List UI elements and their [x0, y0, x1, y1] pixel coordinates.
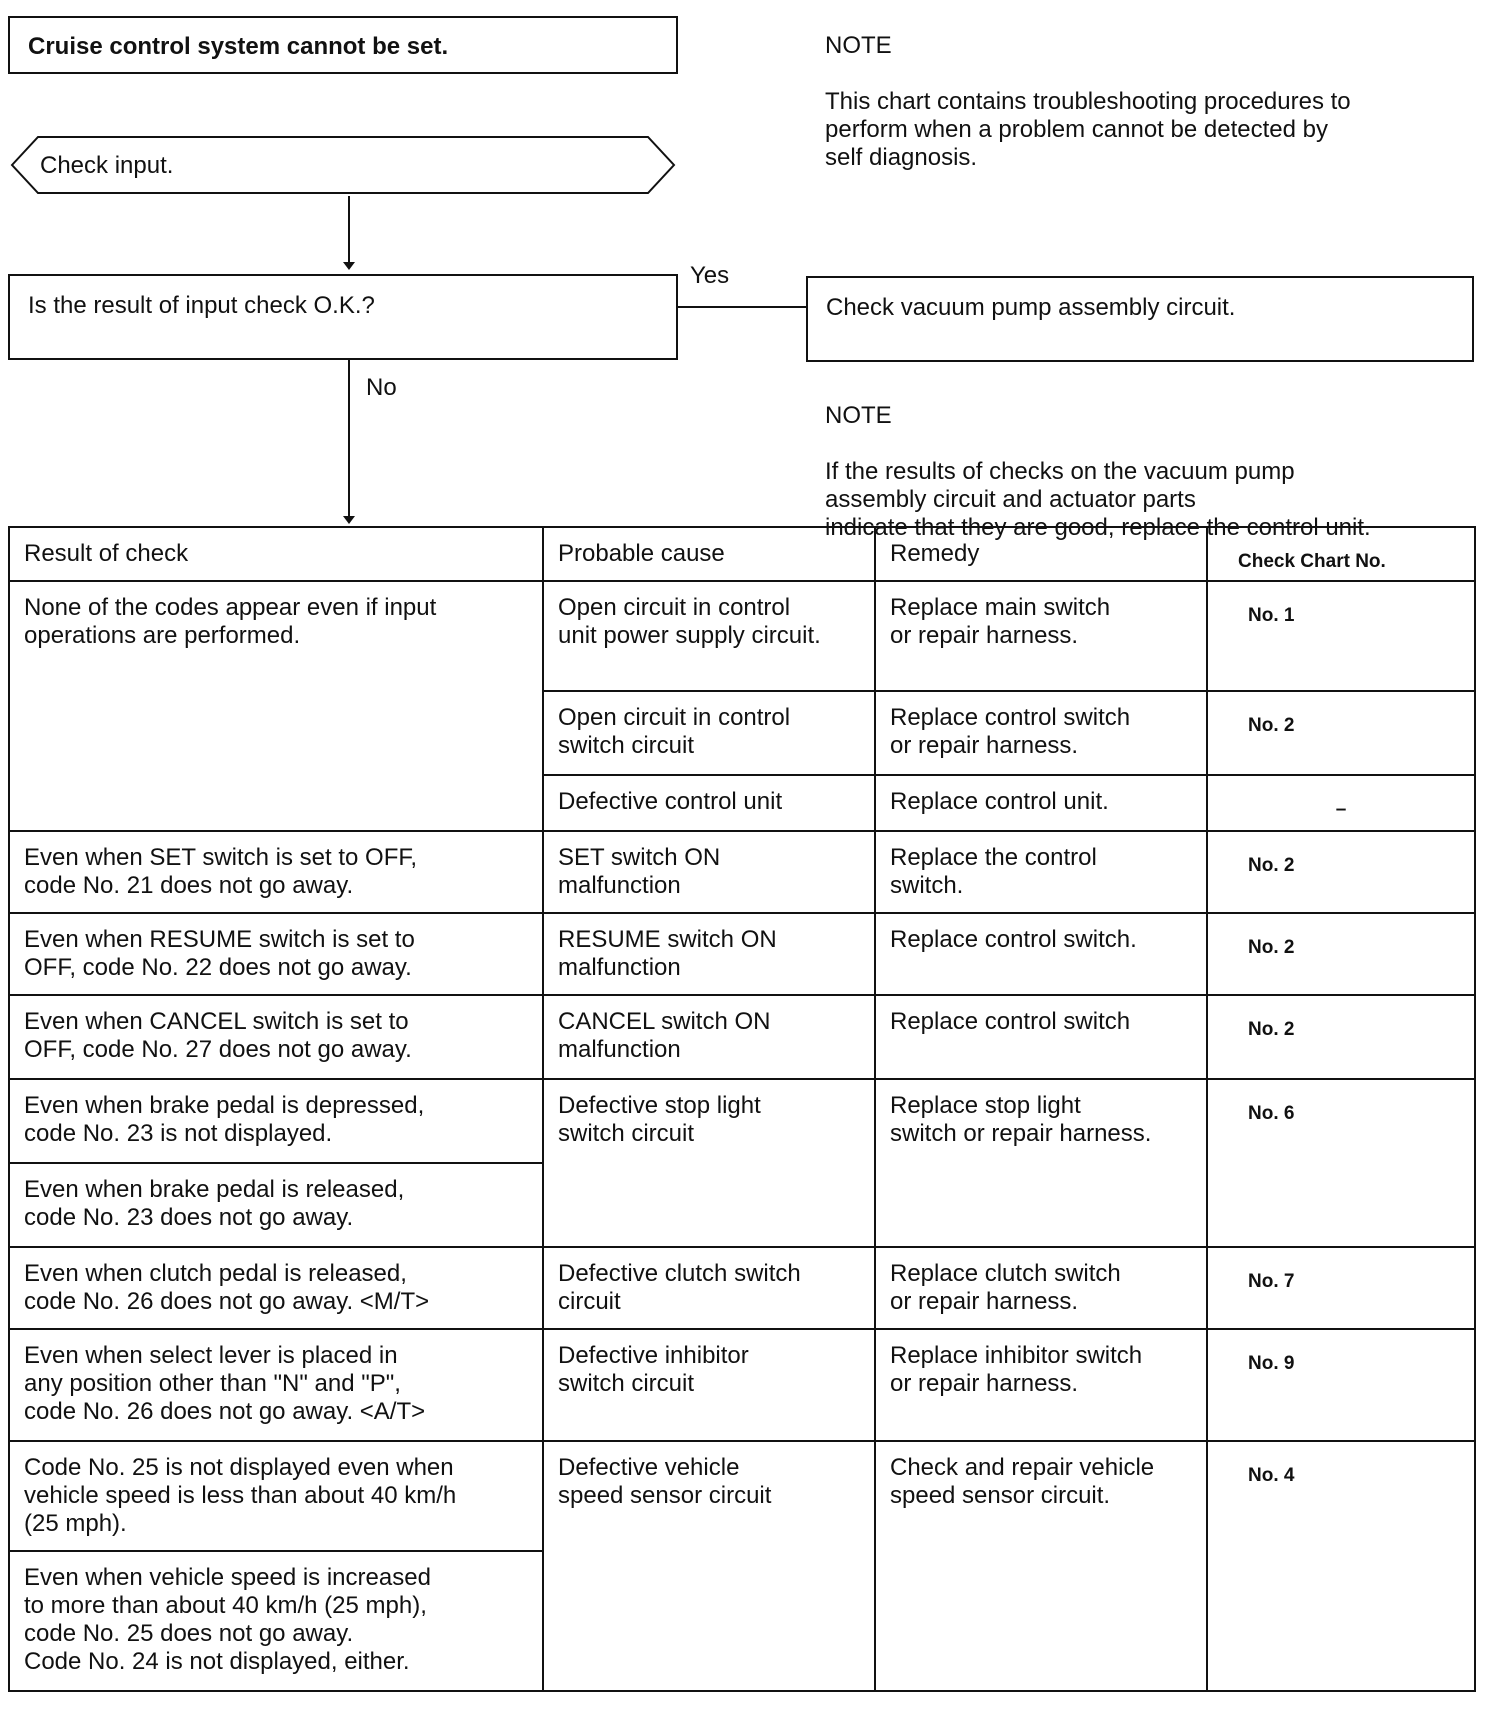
chart-no-cell: –	[1207, 775, 1475, 831]
remedy-cell: Replace control switch.	[875, 913, 1207, 995]
chart-no-cell: No. 2	[1207, 831, 1475, 913]
troubleshooting-table	[8, 526, 1476, 1692]
chart-no-cell: No. 2	[1207, 995, 1475, 1079]
table-row	[9, 1247, 1475, 1329]
yes-label: Yes	[690, 262, 730, 289]
result-cell: Even when SET switch is set to OFF, code No. 21 does not go away.	[9, 831, 543, 913]
chart-no-cell: No. 2	[1207, 913, 1475, 995]
cause-cell: Open circuit in control switch circuit	[543, 691, 875, 775]
cause-cell: SET switch ON malfunction	[543, 831, 875, 913]
chart-title: Cruise control system cannot be set.	[28, 33, 449, 60]
table-header-row	[9, 527, 1475, 581]
table-row	[9, 1079, 1475, 1163]
result-cell: Even when vehicle speed is increased to more than about 40 km/h (25 mph), code No. 25 does not go away. Code No. 24 is not displayed, either.	[9, 1551, 543, 1691]
remedy-cell: Replace the control switch.	[875, 831, 1207, 913]
cause-cell: Defective stop light switch circuit	[543, 1079, 875, 1247]
table-row	[9, 913, 1475, 995]
chart-no-cell: No. 2	[1207, 691, 1475, 775]
arrow-head-icon	[343, 516, 355, 526]
check-input-hexagon	[0, 134, 680, 196]
remedy-cell: Replace main switch or repair harness.	[875, 581, 1207, 691]
chart-title-box	[8, 16, 678, 74]
remedy-cell: Replace control unit.	[875, 775, 1207, 831]
header-cause: Probable cause	[543, 527, 875, 581]
remedy-cell: Check and repair vehicle speed sensor circuit.	[875, 1441, 1207, 1691]
note-mid-heading: NOTE	[825, 402, 892, 429]
header-result: Result of check	[9, 527, 543, 581]
cause-cell: RESUME switch ON malfunction	[543, 913, 875, 995]
result-cell: Even when brake pedal is depressed, code No. 23 is not displayed.	[9, 1079, 543, 1163]
connector-no	[348, 360, 350, 520]
arrow-head-icon	[343, 262, 355, 272]
chart-no-cell: No. 9	[1207, 1329, 1475, 1441]
table-row	[9, 1329, 1475, 1441]
note-top	[825, 4, 1465, 200]
result-cell: None of the codes appear even if input operations are performed.	[9, 581, 543, 831]
remedy-cell: Replace stop light switch or repair harness.	[875, 1079, 1207, 1247]
vacuum-pump-check-box	[806, 276, 1474, 362]
table-row	[9, 581, 1475, 691]
cause-cell: Defective clutch switch circuit	[543, 1247, 875, 1329]
check-input-label: Check input.	[40, 152, 174, 179]
question-text: Is the result of input check O.K.?	[28, 292, 375, 319]
note-top-heading: NOTE	[825, 32, 892, 59]
note-mid-text: If the results of checks on the vacuum pump assembly circuit and actuator parts indicate that they are good, replace the control unit.	[825, 458, 1371, 541]
vacuum-pump-check-text: Check vacuum pump assembly circuit.	[826, 294, 1236, 321]
chart-no-cell: No. 4	[1207, 1441, 1475, 1691]
result-cell: Even when clutch pedal is released, code No. 26 does not go away. <M/T>	[9, 1247, 543, 1329]
result-cell: Even when CANCEL switch is set to OFF, code No. 27 does not go away.	[9, 995, 543, 1079]
remedy-cell: Replace control switch	[875, 995, 1207, 1079]
connector-input-to-question	[348, 196, 350, 266]
cause-cell: Defective control unit	[543, 775, 875, 831]
chart-no-cell: No. 1	[1207, 581, 1475, 691]
cause-cell: Defective inhibitor switch circuit	[543, 1329, 875, 1441]
note-top-text: This chart contains troubleshooting procedures to perform when a problem cannot be detected by self diagnosis.	[825, 88, 1351, 171]
result-cell: Code No. 25 is not displayed even when vehicle speed is less than about 40 km/h (25 mph).	[9, 1441, 543, 1551]
remedy-cell: Replace inhibitor switch or repair harness.	[875, 1329, 1207, 1441]
no-label: No	[366, 374, 397, 401]
header-chart-no: Check Chart No.	[1207, 527, 1475, 581]
connector-yes	[678, 306, 806, 308]
cause-cell: CANCEL switch ON malfunction	[543, 995, 875, 1079]
table-row	[9, 1441, 1475, 1551]
question-box	[8, 274, 678, 360]
cause-cell: Open circuit in control unit power supply circuit.	[543, 581, 875, 691]
table-row	[9, 831, 1475, 913]
remedy-cell: Replace control switch or repair harness.	[875, 691, 1207, 775]
chart-no-cell: No. 6	[1207, 1079, 1475, 1247]
result-cell: Even when brake pedal is released, code No. 23 does not go away.	[9, 1163, 543, 1247]
chart-no-cell: No. 7	[1207, 1247, 1475, 1329]
table-row	[9, 995, 1475, 1079]
remedy-cell: Replace clutch switch or repair harness.	[875, 1247, 1207, 1329]
cause-cell: Defective vehicle speed sensor circuit	[543, 1441, 875, 1691]
header-remedy: Remedy	[875, 527, 1207, 581]
result-cell: Even when RESUME switch is set to OFF, code No. 22 does not go away.	[9, 913, 543, 995]
result-cell: Even when select lever is placed in any position other than "N" and "P", code No. 26 does not go away. <A/T>	[9, 1329, 543, 1441]
